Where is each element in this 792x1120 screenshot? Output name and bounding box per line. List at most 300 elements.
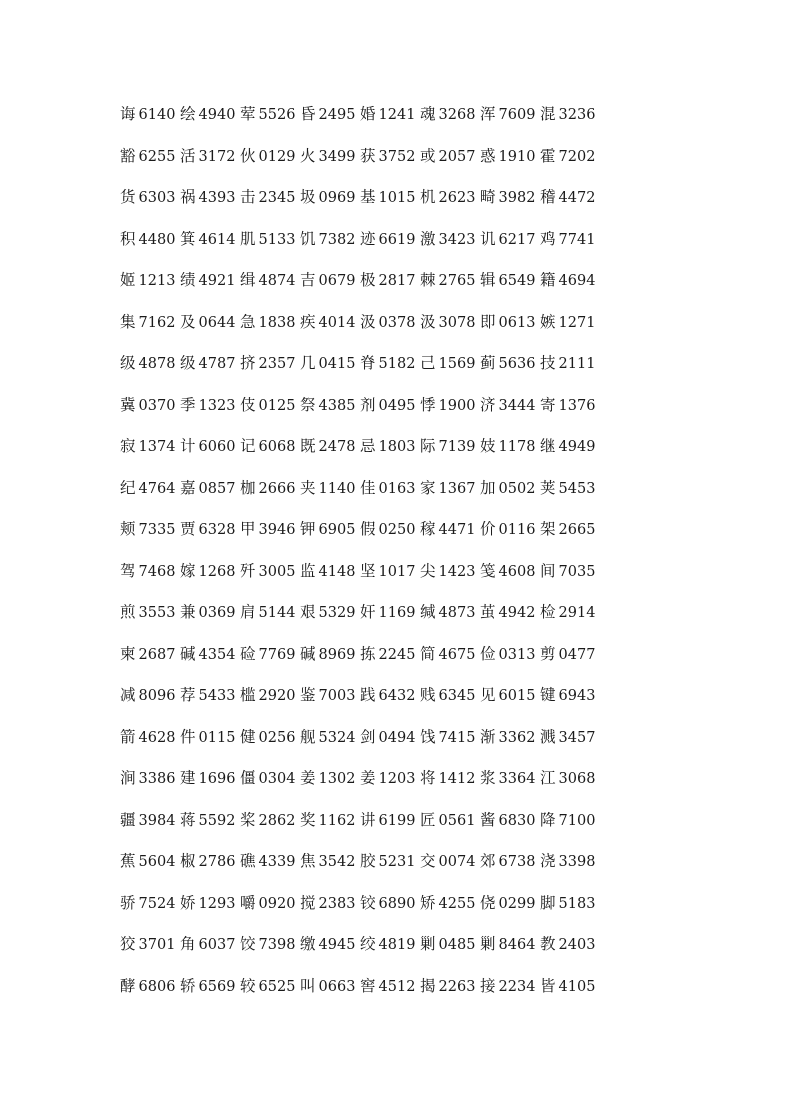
- table-row: [120, 758, 600, 800]
- telegraph-code: 3078: [438, 314, 476, 331]
- telegraph-code: 4764: [138, 480, 176, 497]
- hanzi-character: 俭: [480, 644, 496, 663]
- character-code-entry: [300, 561, 360, 582]
- character-code-entry: [480, 893, 540, 914]
- character-code-entry: [360, 810, 420, 831]
- telegraph-code: 4945: [318, 937, 356, 954]
- character-code-entry: [180, 976, 240, 997]
- character-code-entry: [360, 602, 420, 623]
- hanzi-character: 祭: [300, 395, 316, 414]
- character-code-entry: [480, 851, 540, 872]
- hanzi-character: 吉: [300, 271, 316, 290]
- telegraph-code: 0561: [438, 812, 476, 829]
- character-code-entry: [240, 353, 300, 374]
- hanzi-character: 肌: [240, 229, 256, 248]
- character-code-entry: [120, 395, 180, 416]
- hanzi-character: 较: [240, 976, 256, 995]
- telegraph-code: 2914: [558, 605, 596, 622]
- telegraph-code: 6345: [438, 688, 476, 705]
- character-code-entry: [240, 685, 300, 706]
- character-code-entry: [300, 395, 360, 416]
- telegraph-code: 0256: [258, 729, 296, 746]
- hanzi-character: 技: [540, 354, 556, 373]
- telegraph-code: 7769: [258, 646, 296, 663]
- telegraph-code: 5453: [558, 480, 596, 497]
- character-code-entry: [480, 270, 540, 291]
- character-code-entry: [420, 270, 480, 291]
- character-code-entry: [540, 146, 600, 167]
- character-code-entry: [540, 312, 600, 333]
- character-code-entry: [420, 146, 480, 167]
- hanzi-character: 件: [180, 727, 196, 746]
- character-code-entry: [420, 436, 480, 457]
- character-code-entry: [480, 353, 540, 374]
- character-code-entry: [480, 934, 540, 955]
- character-code-entry: [480, 146, 540, 167]
- hanzi-character: 碱: [180, 644, 196, 663]
- telegraph-code: 2495: [318, 107, 356, 124]
- hanzi-character: 嘉: [180, 478, 196, 497]
- character-code-entry: [120, 229, 180, 250]
- character-code-entry: [120, 270, 180, 291]
- hanzi-character: 僵: [240, 769, 256, 788]
- hanzi-character: 减: [120, 686, 136, 705]
- character-code-entry: [240, 229, 300, 250]
- hanzi-character: 魂: [420, 105, 436, 124]
- hanzi-character: 鉴: [300, 686, 316, 705]
- character-code-entry: [420, 685, 480, 706]
- hanzi-character: 嫁: [180, 561, 196, 580]
- telegraph-code: 6432: [378, 688, 416, 705]
- character-code-entry: [540, 934, 600, 955]
- telegraph-code: 4874: [258, 273, 296, 290]
- telegraph-code: 0495: [378, 397, 416, 414]
- character-code-entry: [240, 893, 300, 914]
- character-code-entry: [480, 685, 540, 706]
- hanzi-character: 击: [240, 188, 256, 207]
- character-code-entry: [120, 976, 180, 997]
- character-code-entry: [240, 934, 300, 955]
- character-code-entry: [540, 976, 600, 997]
- hanzi-character: 涧: [120, 769, 136, 788]
- character-code-entry: [180, 395, 240, 416]
- hanzi-character: 辑: [480, 271, 496, 290]
- hanzi-character: 佳: [360, 478, 376, 497]
- telegraph-code: 0116: [498, 522, 536, 539]
- hanzi-character: 加: [480, 478, 496, 497]
- telegraph-code: 7382: [318, 231, 356, 248]
- hanzi-character: 嫉: [540, 312, 556, 331]
- telegraph-code: 3982: [498, 190, 536, 207]
- character-code-entry: [120, 312, 180, 333]
- hanzi-character: 郊: [480, 852, 496, 871]
- character-code-entry: [180, 312, 240, 333]
- character-code-entry: [540, 644, 600, 665]
- hanzi-character: 机: [420, 188, 436, 207]
- hanzi-character: 讲: [360, 810, 376, 829]
- table-row: [120, 717, 600, 759]
- hanzi-character: 己: [420, 354, 436, 373]
- telegraph-code: 0250: [378, 522, 416, 539]
- telegraph-code: 1423: [438, 563, 476, 580]
- telegraph-code: 1302: [318, 771, 356, 788]
- character-code-entry: [300, 187, 360, 208]
- hanzi-character: 火: [300, 146, 316, 165]
- character-code-entry: [540, 851, 600, 872]
- hanzi-character: 碱: [300, 644, 316, 663]
- telegraph-code: 6806: [138, 978, 176, 995]
- telegraph-code: 7741: [558, 231, 596, 248]
- character-code-entry: [360, 727, 420, 748]
- hanzi-character: 剂: [360, 395, 376, 414]
- telegraph-code: 4512: [378, 978, 416, 995]
- character-code-entry: [120, 893, 180, 914]
- character-code-entry: [300, 851, 360, 872]
- telegraph-code: 1271: [558, 314, 596, 331]
- telegraph-code: 4105: [558, 978, 596, 995]
- telegraph-code: 8969: [318, 646, 356, 663]
- hanzi-character: 计: [180, 437, 196, 456]
- hanzi-character: 胶: [360, 852, 376, 871]
- hanzi-character: 浇: [540, 852, 556, 871]
- character-code-entry: [360, 851, 420, 872]
- character-code-entry: [540, 436, 600, 457]
- telegraph-code: 3068: [558, 771, 596, 788]
- telegraph-code: 5329: [318, 605, 356, 622]
- telegraph-code: 1293: [198, 895, 236, 912]
- telegraph-code: 1910: [498, 148, 536, 165]
- hanzi-character: 急: [240, 312, 256, 331]
- telegraph-code: 4255: [438, 895, 476, 912]
- hanzi-character: 蒋: [180, 810, 196, 829]
- character-code-entry: [240, 104, 300, 125]
- table-row: [120, 924, 600, 966]
- hanzi-character: 级: [180, 354, 196, 373]
- character-code-entry: [420, 519, 480, 540]
- table-row: [120, 675, 600, 717]
- telegraph-code: 7415: [438, 729, 476, 746]
- character-code-entry: [360, 561, 420, 582]
- hanzi-character: 蓟: [480, 354, 496, 373]
- character-code-entry: [240, 851, 300, 872]
- hanzi-character: 基: [360, 188, 376, 207]
- telegraph-code: 0502: [498, 480, 536, 497]
- hanzi-character: 冀: [120, 395, 136, 414]
- hanzi-character: 监: [300, 561, 316, 580]
- telegraph-code: 6549: [498, 273, 536, 290]
- telegraph-code: 2057: [438, 148, 476, 165]
- telegraph-code: 3364: [498, 771, 536, 788]
- telegraph-code: 0125: [258, 397, 296, 414]
- hanzi-character: 驾: [120, 561, 136, 580]
- hanzi-character: 饺: [240, 935, 256, 954]
- telegraph-code: 0415: [318, 356, 356, 373]
- hanzi-character: 矫: [420, 893, 436, 912]
- table-row: [120, 966, 600, 1008]
- table-row: [120, 841, 600, 883]
- hanzi-character: 伙: [240, 146, 256, 165]
- hanzi-character: 缉: [240, 271, 256, 290]
- telegraph-code: 0313: [498, 646, 536, 663]
- table-row: [120, 219, 600, 261]
- telegraph-code: 3386: [138, 771, 176, 788]
- hanzi-character: 狡: [120, 935, 136, 954]
- telegraph-code: 0477: [558, 646, 596, 663]
- telegraph-code: 4480: [138, 231, 176, 248]
- character-code-entry: [480, 768, 540, 789]
- table-row: [120, 302, 600, 344]
- character-code-entry: [240, 768, 300, 789]
- hanzi-character: 奸: [360, 603, 376, 622]
- telegraph-code: 1169: [378, 605, 416, 622]
- character-code-entry: [480, 727, 540, 748]
- hanzi-character: 架: [540, 520, 556, 539]
- character-code-entry: [540, 810, 600, 831]
- character-code-entry: [360, 478, 420, 499]
- telegraph-code: 4787: [198, 356, 236, 373]
- telegraph-code: 3457: [558, 729, 596, 746]
- character-code-entry: [240, 519, 300, 540]
- character-code-entry: [300, 436, 360, 457]
- hanzi-character: 匠: [420, 810, 436, 829]
- character-code-entry: [240, 436, 300, 457]
- character-code-entry: [480, 976, 540, 997]
- character-code-entry: [300, 768, 360, 789]
- telegraph-code: 0378: [378, 314, 416, 331]
- hanzi-character: 蕉: [120, 852, 136, 871]
- telegraph-code: 1140: [318, 480, 356, 497]
- character-code-entry: [180, 768, 240, 789]
- telegraph-code: 7003: [318, 688, 356, 705]
- character-code-entry: [420, 976, 480, 997]
- character-code-entry: [480, 312, 540, 333]
- hanzi-character: 礁: [240, 852, 256, 871]
- hanzi-character: 绞: [360, 935, 376, 954]
- hanzi-character: 搅: [300, 893, 316, 912]
- telegraph-code: 6303: [138, 190, 176, 207]
- character-code-entry: [480, 436, 540, 457]
- hanzi-character: 棘: [420, 271, 436, 290]
- character-code-entry: [120, 768, 180, 789]
- telegraph-code: 3701: [138, 937, 176, 954]
- character-code-entry: [360, 768, 420, 789]
- hanzi-character: 兼: [180, 603, 196, 622]
- character-code-entry: [120, 436, 180, 457]
- hanzi-character: 混: [540, 105, 556, 124]
- hanzi-character: 汲: [360, 312, 376, 331]
- telegraph-code: 2666: [258, 480, 296, 497]
- character-code-entry: [480, 602, 540, 623]
- telegraph-code: 6525: [258, 978, 296, 995]
- hanzi-character: 脊: [360, 354, 376, 373]
- telegraph-code: 1838: [258, 314, 296, 331]
- character-code-entry: [360, 395, 420, 416]
- telegraph-code: 2623: [438, 190, 476, 207]
- hanzi-character: 钾: [300, 520, 316, 539]
- hanzi-character: 剑: [360, 727, 376, 746]
- character-code-entry: [120, 644, 180, 665]
- character-code-entry: [480, 644, 540, 665]
- hanzi-character: 讥: [480, 229, 496, 248]
- telegraph-code: 4014: [318, 314, 356, 331]
- hanzi-character: 忌: [360, 437, 376, 456]
- character-code-entry: [240, 187, 300, 208]
- telegraph-code: 7202: [558, 148, 596, 165]
- character-code-entry: [240, 602, 300, 623]
- character-code-entry: [420, 353, 480, 374]
- telegraph-code: 1367: [438, 480, 476, 497]
- telegraph-code: 1900: [438, 397, 476, 414]
- telegraph-code: 4694: [558, 273, 596, 290]
- character-code-entry: [420, 561, 480, 582]
- character-code-entry: [420, 395, 480, 416]
- hanzi-character: 悸: [420, 395, 436, 414]
- telegraph-code: 6060: [198, 439, 236, 456]
- character-code-entry: [360, 436, 420, 457]
- telegraph-code: 1203: [378, 771, 416, 788]
- table-row: [120, 94, 600, 136]
- telegraph-code: 0129: [258, 148, 296, 165]
- hanzi-character: 茧: [480, 603, 496, 622]
- telegraph-code: 1213: [138, 273, 176, 290]
- hanzi-character: 激: [420, 229, 436, 248]
- character-code-entry: [180, 478, 240, 499]
- telegraph-code: 2383: [318, 895, 356, 912]
- telegraph-code: 4614: [198, 231, 236, 248]
- telegraph-code: 2345: [258, 190, 296, 207]
- hanzi-character: 汲: [420, 312, 436, 331]
- character-code-entry: [360, 976, 420, 997]
- hanzi-character: 浑: [480, 105, 496, 124]
- character-code-entry: [180, 229, 240, 250]
- hanzi-character: 间: [540, 561, 556, 580]
- telegraph-code: 0304: [258, 771, 296, 788]
- character-code-entry: [540, 727, 600, 748]
- telegraph-code: 3398: [558, 854, 596, 871]
- hanzi-character: 脚: [540, 893, 556, 912]
- hanzi-character: 即: [480, 312, 496, 331]
- telegraph-code: 3946: [258, 522, 296, 539]
- character-code-entry: [420, 187, 480, 208]
- hanzi-character: 揭: [420, 976, 436, 995]
- character-code-entry: [180, 353, 240, 374]
- table-row: [120, 426, 600, 468]
- hanzi-character: 见: [480, 686, 496, 705]
- character-code-entry: [120, 810, 180, 831]
- hanzi-character: 健: [240, 727, 256, 746]
- telegraph-code: 6890: [378, 895, 416, 912]
- hanzi-character: 际: [420, 437, 436, 456]
- hanzi-character: 获: [360, 146, 376, 165]
- telegraph-code: 6255: [138, 148, 176, 165]
- table-row: [120, 177, 600, 219]
- telegraph-code: 7035: [558, 563, 596, 580]
- telegraph-code: 1241: [378, 107, 416, 124]
- telegraph-code: 0485: [438, 937, 476, 954]
- hanzi-character: 惑: [480, 146, 496, 165]
- hanzi-character: 柬: [120, 644, 136, 663]
- character-code-entry: [180, 270, 240, 291]
- telegraph-code: 7609: [498, 107, 536, 124]
- character-code-entry: [180, 146, 240, 167]
- telegraph-code: 0679: [318, 273, 356, 290]
- hanzi-character: 枷: [240, 478, 256, 497]
- telegraph-code: 5604: [138, 854, 176, 871]
- hanzi-character: 畸: [480, 188, 496, 207]
- hanzi-character: 教: [540, 935, 556, 954]
- character-code-entry: [240, 810, 300, 831]
- hanzi-character: 肩: [240, 603, 256, 622]
- telegraph-code: 7100: [558, 812, 596, 829]
- character-code-entry: [120, 146, 180, 167]
- telegraph-code: 7398: [258, 937, 296, 954]
- character-code-entry: [240, 561, 300, 582]
- telegraph-code: 0663: [318, 978, 356, 995]
- character-code-entry: [120, 934, 180, 955]
- character-code-entry: [300, 934, 360, 955]
- hanzi-character: 建: [180, 769, 196, 788]
- telegraph-code: 7162: [138, 314, 176, 331]
- hanzi-character: 铰: [360, 893, 376, 912]
- hanzi-character: 交: [420, 852, 436, 871]
- telegraph-code: 6738: [498, 854, 536, 871]
- character-code-entry: [300, 893, 360, 914]
- character-code-entry: [180, 104, 240, 125]
- character-code-entry: [360, 685, 420, 706]
- hanzi-character: 轿: [180, 976, 196, 995]
- character-code-entry: [360, 187, 420, 208]
- hanzi-character: 接: [480, 976, 496, 995]
- telegraph-code: 8096: [138, 688, 176, 705]
- telegraph-code: 5133: [258, 231, 296, 248]
- hanzi-character: 极: [360, 271, 376, 290]
- hanzi-character: 妓: [480, 437, 496, 456]
- hanzi-character: 既: [300, 437, 316, 456]
- character-code-entry: [420, 312, 480, 333]
- telegraph-code: 5231: [378, 854, 416, 871]
- telegraph-code: 3268: [438, 107, 476, 124]
- character-code-entry: [420, 229, 480, 250]
- telegraph-code: 1569: [438, 356, 476, 373]
- hanzi-character: 诲: [120, 105, 136, 124]
- character-code-entry: [240, 478, 300, 499]
- character-code-entry: [480, 519, 540, 540]
- hanzi-character: 剿: [420, 935, 436, 954]
- character-code-entry: [480, 478, 540, 499]
- telegraph-code: 1178: [498, 439, 536, 456]
- character-code-entry: [180, 644, 240, 665]
- character-code-entry: [540, 561, 600, 582]
- hanzi-character: 焦: [300, 852, 316, 871]
- character-code-entry: [480, 395, 540, 416]
- hanzi-character: 祸: [180, 188, 196, 207]
- hanzi-character: 疆: [120, 810, 136, 829]
- character-code-entry: [540, 768, 600, 789]
- telegraph-code: 3362: [498, 729, 536, 746]
- hanzi-character: 荚: [540, 478, 556, 497]
- character-code-entry: [420, 602, 480, 623]
- character-code-entry: [420, 478, 480, 499]
- hanzi-character: 硷: [240, 644, 256, 663]
- telegraph-code: 4819: [378, 937, 416, 954]
- telegraph-code: 6619: [378, 231, 416, 248]
- hanzi-character: 姜: [360, 769, 376, 788]
- character-code-entry: [120, 727, 180, 748]
- hanzi-character: 姜: [300, 769, 316, 788]
- hanzi-character: 桨: [240, 810, 256, 829]
- telegraph-code: 4873: [438, 605, 476, 622]
- character-code-entry: [540, 104, 600, 125]
